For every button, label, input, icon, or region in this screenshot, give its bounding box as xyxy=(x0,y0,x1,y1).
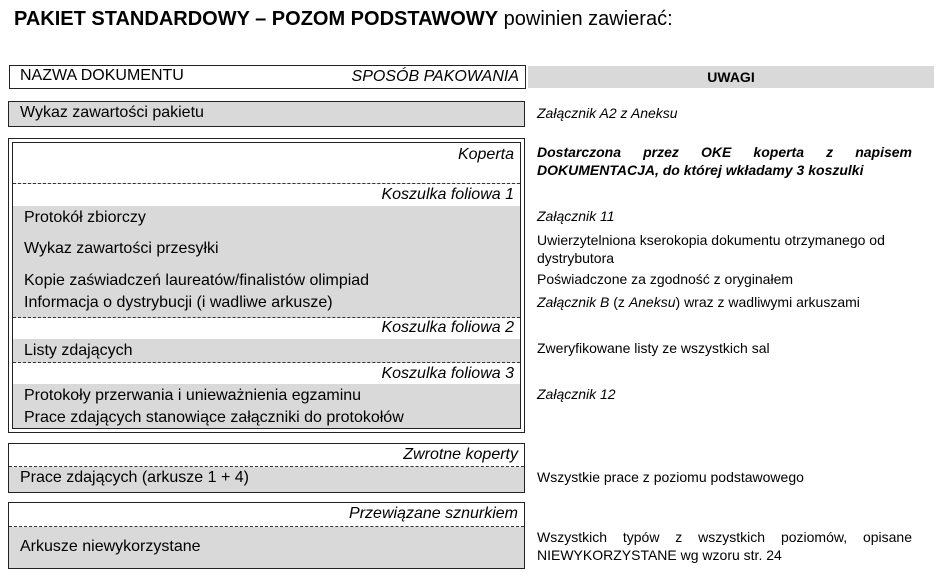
header-notes: UWAGI xyxy=(528,66,934,88)
note-package-contents: Załącznik A2 z Aneksu xyxy=(537,105,678,121)
block-tied-with-string xyxy=(8,502,525,569)
doc-candidate-works: Prace zdających (arkusze 1 + 4) xyxy=(20,469,249,486)
block-package-contents xyxy=(8,101,525,127)
envelope-inner xyxy=(12,142,521,429)
note-candidate-works: Wszystkie prace z poziomu podstawowego xyxy=(537,469,804,485)
doc-interruption-protocols: Protokoły przerwania i unieważnienia egzaminu xyxy=(24,387,362,404)
doc-candidate-lists: Listy zdających xyxy=(24,342,133,359)
title-rest: powinien zawierać: xyxy=(498,8,673,30)
sleeve1-label: Koszulka foliowa 1 xyxy=(381,186,514,203)
note-envelope: Dostarczona przez OKE koperta z napisem DOKUMENTACJA, do której wkładamy 3 koszulki xyxy=(537,144,912,178)
doc-package-contents: Wykaz zawartości pakietu xyxy=(20,104,204,121)
note-interruption-protocols: Załącznik 12 xyxy=(537,386,616,402)
sleeve3-label: Koszulka foliowa 3 xyxy=(381,365,514,382)
doc-shipment-contents: Wykaz zawartości przesyłki xyxy=(24,240,219,257)
envelope-area xyxy=(13,143,520,183)
sleeve2-label: Koszulka foliowa 2 xyxy=(381,319,514,336)
return-envelopes-label: Zwrotne koperty xyxy=(403,446,518,463)
note-shipment-contents: Uwierzytelniona kserokopia dokumentu otrzymanego od dystrybutora xyxy=(537,232,885,266)
header-packing-method: SPOSÓB PAKOWANIA xyxy=(317,66,525,88)
doc-distribution-info: Informacja o dystrybucji (i wadliwe arkusze) xyxy=(24,294,333,311)
page-title xyxy=(14,8,673,31)
tied-with-string-label: Przewiązane sznurkiem xyxy=(349,505,518,522)
title-bold: PAKIET STANDARDOWY – POZOM PODSTAWOWY xyxy=(14,8,499,30)
envelope-label: Koperta xyxy=(457,146,514,163)
doc-attached-works: Prace zdających stanowiące załączniki do protokołów xyxy=(24,409,404,426)
note-candidate-lists: Zweryfikowane listy ze wszystkich sal xyxy=(537,340,770,356)
block-envelope xyxy=(8,138,525,433)
note-unused-sheets: Wszystkich typów z wszystkich poziomów, opisane NIEWYKORZYSTANE wg wzoru str. 24 xyxy=(537,529,912,563)
header-document-name: NAZWA DOKUMENTU xyxy=(20,67,184,84)
doc-summary-protocol: Protokół zbiorczy xyxy=(24,209,146,226)
doc-unused-sheets: Arkusze niewykorzystane xyxy=(20,538,201,555)
note-olympiad-certificates: Poświadczone za zgodność z oryginałem xyxy=(537,271,794,287)
block-return-envelopes xyxy=(8,443,525,493)
note-summary-protocol: Załącznik 11 xyxy=(537,208,615,224)
doc-olympiad-certificates: Kopie zaświadczeń laureatów/finalistów olimpiad xyxy=(24,272,370,289)
note-distribution-info: Załącznik B (z Aneksu) wraz z wadliwymi arkuszami xyxy=(537,294,860,310)
table-header xyxy=(9,65,526,89)
